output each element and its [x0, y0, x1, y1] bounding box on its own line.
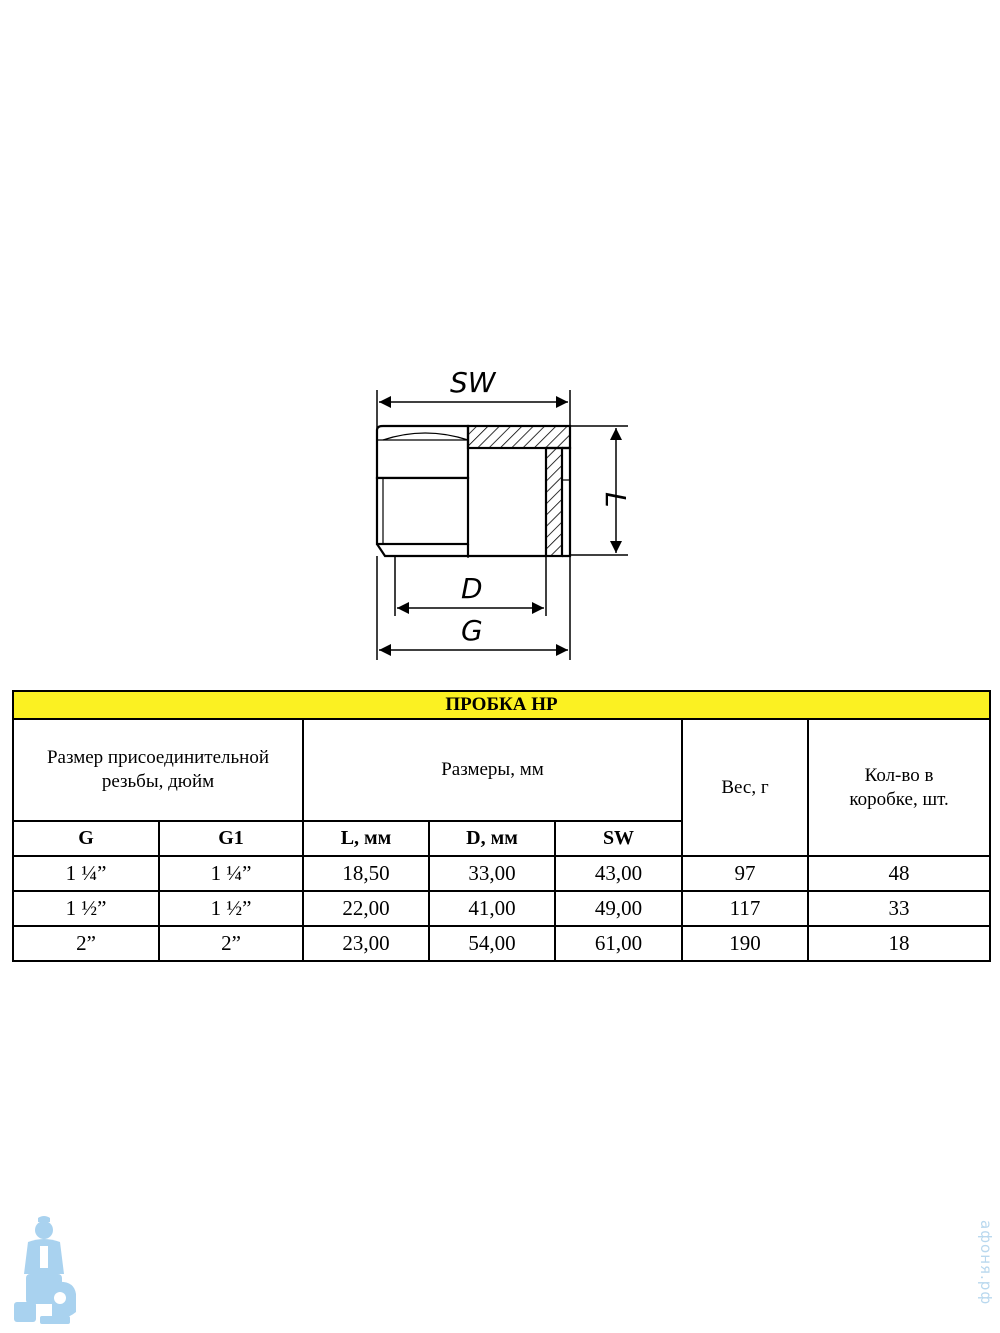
cell-l: 18,50 — [303, 856, 429, 891]
cell-g: 1 ¼” — [13, 856, 159, 891]
cell-sw: 49,00 — [555, 891, 682, 926]
watermark: афоня.рф — [977, 1220, 995, 1306]
subheader-g: G — [13, 821, 159, 856]
cell-g1: 1 ¼” — [159, 856, 303, 891]
cell-g: 2” — [13, 926, 159, 961]
cell-l: 23,00 — [303, 926, 429, 961]
spec-table — [12, 690, 991, 962]
cell-sw: 43,00 — [555, 856, 682, 891]
cell-weight: 117 — [682, 891, 808, 926]
cell-qty: 18 — [808, 926, 990, 961]
cell-l: 22,00 — [303, 891, 429, 926]
cell-sw: 61,00 — [555, 926, 682, 961]
header-dimensions: Размеры, мм — [303, 719, 682, 821]
header-weight: Вес, г — [682, 719, 808, 856]
subheader-sw: SW — [555, 821, 682, 856]
table-title: ПРОБКА НР — [13, 691, 990, 719]
table-row — [13, 926, 990, 961]
plumber-logo-icon — [4, 1212, 84, 1328]
header-thread-size: Размер присоединительной резьбы, дюйм — [13, 719, 303, 821]
subheader-g1: G1 — [159, 821, 303, 856]
table-row — [13, 856, 990, 891]
cell-d: 54,00 — [429, 926, 555, 961]
cell-d: 33,00 — [429, 856, 555, 891]
cell-weight: 97 — [682, 856, 808, 891]
header-qty-per-box: Кол-во в коробке, шт. — [808, 719, 990, 856]
dimension-label-l: L — [599, 492, 632, 508]
table-row — [13, 891, 990, 926]
dimension-label-sw: SW — [450, 366, 496, 399]
cell-qty: 33 — [808, 891, 990, 926]
cell-g1: 2” — [159, 926, 303, 961]
subheader-l: L, мм — [303, 821, 429, 856]
cell-g1: 1 ½” — [159, 891, 303, 926]
cell-d: 41,00 — [429, 891, 555, 926]
dimension-label-g: G — [461, 614, 483, 647]
cell-weight: 190 — [682, 926, 808, 961]
subheader-d: D, мм — [429, 821, 555, 856]
dimension-label-d: D — [461, 572, 483, 605]
cell-qty: 48 — [808, 856, 990, 891]
cell-g: 1 ½” — [13, 891, 159, 926]
technical-drawing — [350, 360, 650, 670]
